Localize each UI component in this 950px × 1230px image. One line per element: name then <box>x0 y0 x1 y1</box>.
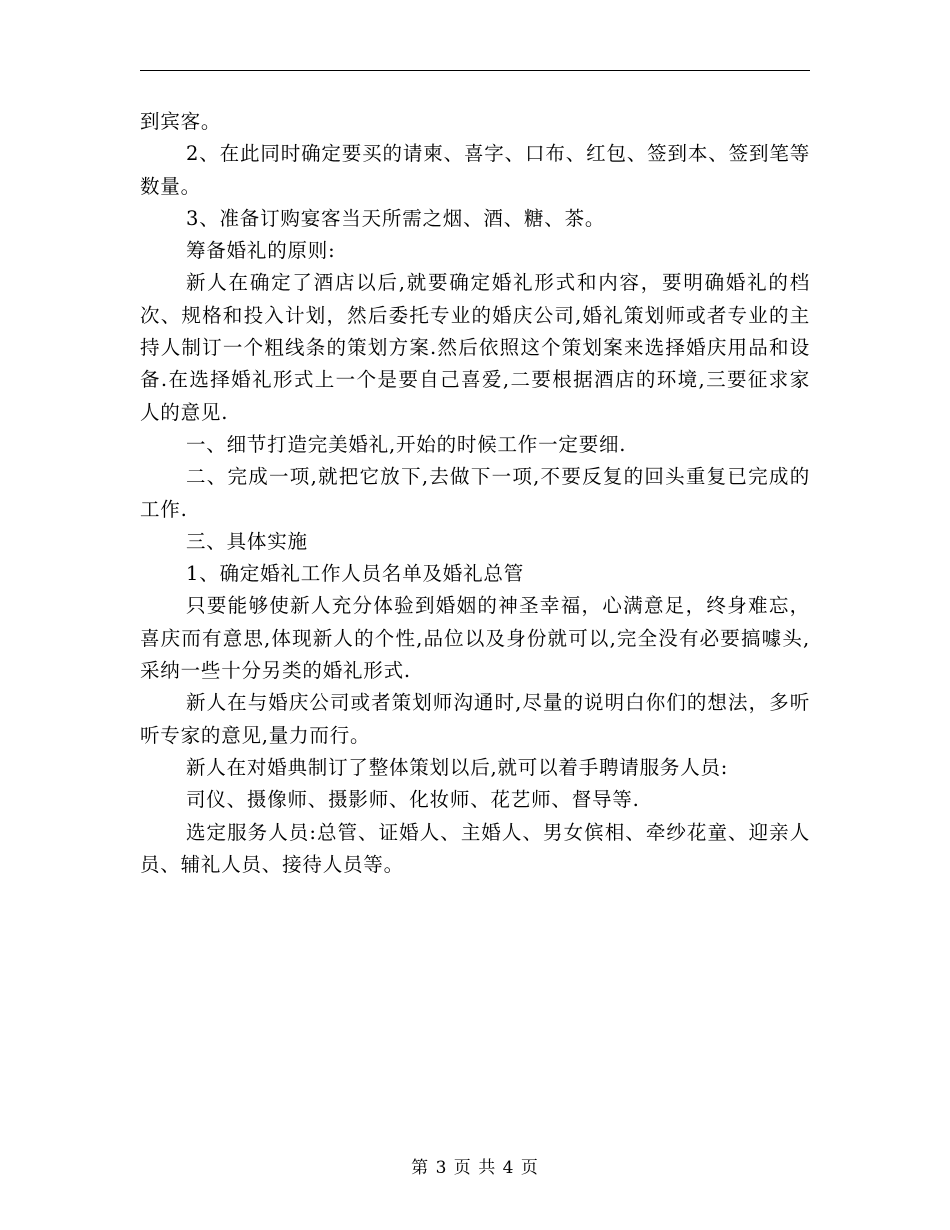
paragraph-13: 司仪、摄像师、摄影师、化妆师、花艺师、督导等. <box>186 788 640 812</box>
paragraph-3: 3、准备订购宴客当天所需之烟、酒、糖、茶。 <box>186 206 606 230</box>
paragraph-12: 新人在对婚典制订了整体策划以后,就可以着手聘请服务人员: <box>186 755 729 779</box>
paragraph-10: 只要能够使新人充分体验到婚姻的神圣幸福，心满意足，终身难忘，喜庆而有意思,体现新人的个性,品位以及身份就可以,完全没有必要搞噱头,采纳一些十分另类的婚礼形式. <box>140 594 810 683</box>
footer-middle: 页 共 <box>453 1158 497 1178</box>
paragraph-1: 到宾客。 <box>140 110 222 133</box>
footer-current-page: 3 <box>435 1158 448 1178</box>
footer-suffix: 页 <box>520 1158 539 1178</box>
paragraph-8: 三、具体实施 <box>186 529 308 553</box>
paragraph-9: 1、确定婚礼工作人员名单及婚礼总管 <box>186 562 525 586</box>
paragraph-11: 新人在与婚庆公司或者策划师沟通时,尽量的说明白你们的想法，多听听专家的意见,量力而行。 <box>140 691 810 747</box>
paragraph-5: 新人在确定了酒店以后,就要确定婚礼形式和内容，要明确婚礼的档次、规格和投入计划，然后委托专业的婚庆公司,婚礼策划师或者专业的主持人制订一个粗线条的策划方案.然后依照这个策划案来选择婚庆用品和设备.在选择婚礼形式上一个是要自己喜爱,二要根据酒店的环境,三要征求家人的意见. <box>140 271 810 424</box>
footer-total-pages: 4 <box>502 1158 515 1178</box>
page-footer <box>0 1153 950 1178</box>
footer-prefix: 第 <box>411 1158 430 1178</box>
paragraph-2: 2、在此同时确定要买的请柬、喜字、口布、红包、签到本、签到笔等数量。 <box>140 142 810 198</box>
header-rule <box>140 70 810 71</box>
paragraph-4: 筹备婚礼的原则: <box>186 239 336 263</box>
paragraph-14: 选定服务人员:总管、证婚人、主婚人、男女傧相、牵纱花童、迎亲人员、辅礼人员、接待人员等。 <box>140 820 810 876</box>
body-text <box>140 106 810 881</box>
paragraph-6: 一、细节打造完美婚礼,开始的时候工作一定要细. <box>186 432 627 456</box>
paragraph-7: 二、完成一项,就把它放下,去做下一项,不要反复的回头重复已完成的工作. <box>140 465 810 521</box>
